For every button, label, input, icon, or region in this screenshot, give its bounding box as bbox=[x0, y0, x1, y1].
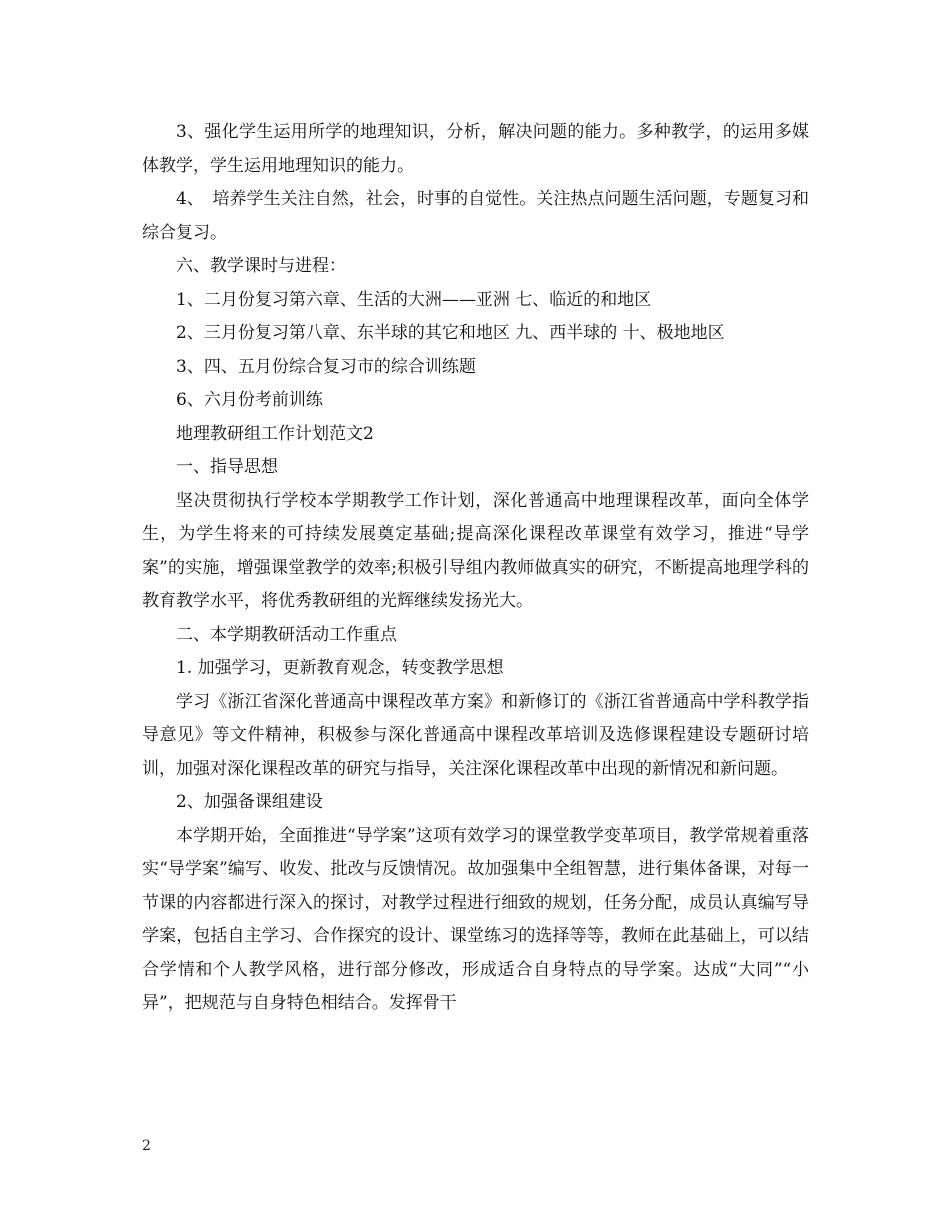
paragraph-lesson-group: 本学期开始，全面推进“导学案”这项有效学习的课堂教学变革项目，教学常规着重落实“导学案”编写、收发、批改与反馈情况。故加强集中全组智慧，进行集体备课，对每一节课的内容都进行深入的探讨，对教学过程进行细致的规划，任务分配，成员认真编写导学案，包括自主学习、合作探究的设计、课堂练习的选择等等，教师在此基础上，可以结合学情和个人教学风格，进行部分修改，形成适合自身特点的导学案。达成“大同”“小异”，把规范与自身特色相结合。发挥骨干 bbox=[142, 825, 809, 1013]
schedule-item-march: 2、三月份复习第八章、东半球的其它和地区 九、西半球的 十、极地地区 bbox=[176, 323, 725, 343]
schedule-item-february: 1、二月份复习第六章、生活的大洲——亚洲 七、临近的和地区 bbox=[176, 289, 652, 310]
paragraph-awareness: 4、 培养学生关注自然，社会，时事的自觉性。关注热点问题生活问题，专题复习和综合复习。 bbox=[142, 189, 809, 243]
page-number: 2 bbox=[142, 1138, 151, 1154]
schedule-item-june: 6、六月份考前训练 bbox=[176, 390, 323, 410]
section-heading-key-work: 二、本学期教研活动工作重点 bbox=[176, 624, 397, 645]
subheading-lesson-group: 2、加强备课组建设 bbox=[176, 792, 323, 812]
paragraph-guiding-thought: 坚决贯彻执行学校本学期教学工作计划，深化普通高中地理课程改革，面向全体学生，为学生将来的可持续发展奠定基础;提高深化课程改革课堂有效学习，推进“导学案”的实施，增强课堂教学的效率;积极引导组内教师做真实的研究，不断提高地理学科的教育教学水平，将优秀教研组的光辉继续发扬光大。 bbox=[142, 490, 809, 611]
article-title: 地理教研组工作计划范文2 bbox=[176, 423, 374, 444]
section-heading-guiding-thought: 一、指导思想 bbox=[176, 457, 278, 477]
subheading-strengthen-study: 1. 加强学习，更新教育观念，转变教学思想 bbox=[176, 658, 504, 678]
paragraph-study: 学习《浙江省深化普通高中课程改革方案》和新修订的《浙江省普通高中学科教学指导意见》等文件精神，积极参与深化普通高中课程改革培训及选修课程建设专题研讨培训，加强对深化课程改革的研究与指导，关注深化课程改革中出现的新情况和新问题。 bbox=[142, 691, 809, 779]
paragraph-skills: 3、强化学生运用所学的地理知识，分析，解决问题的能力。多种教学，的运用多媒体教学，学生运用地理知识的能力。 bbox=[142, 122, 809, 176]
schedule-item-april-may: 3、四、五月份综合复习市的综合训练题 bbox=[176, 356, 476, 377]
document-body bbox=[142, 116, 809, 1021]
section-heading-schedule: 六、教学课时与进程： bbox=[176, 256, 346, 276]
